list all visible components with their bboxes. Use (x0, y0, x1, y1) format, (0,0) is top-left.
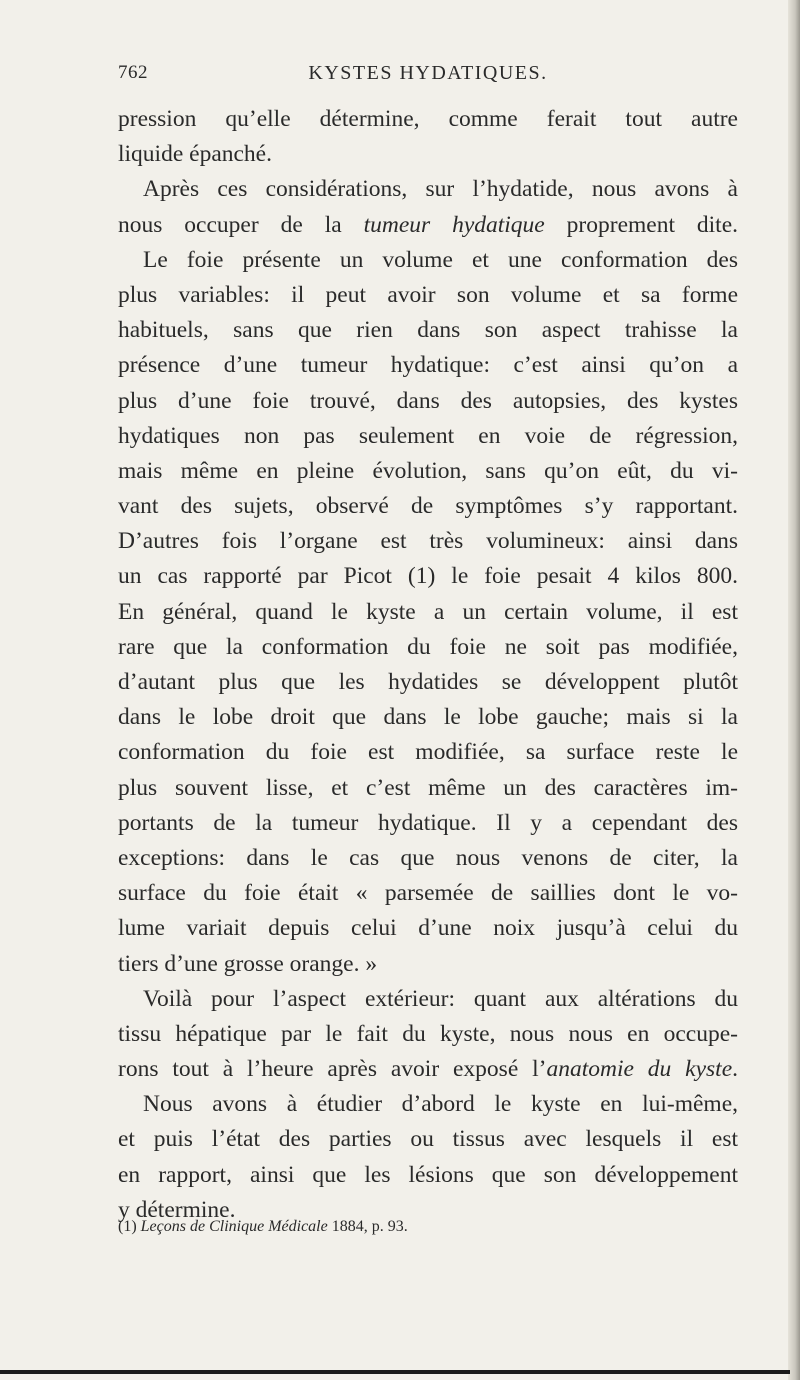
text-line: plus d’une foie trouvé, dans des autopsies, des kystes (118, 387, 738, 414)
text-line: Nous avons à étudier d’abord le kyste en lui-même, (143, 1091, 738, 1118)
text-line: vant des sujets, observé de symptômes s’y rapportant. (118, 493, 738, 520)
text-line: rare que la conformation du foie ne soit pas modifiée, (118, 633, 738, 660)
text-line: nous occuper de la tumeur hydatique proprement dite. (118, 211, 739, 238)
text-line: dans le lobe droit que dans le lobe gauche; mais si la (118, 704, 738, 731)
text-line: hydatiques non pas seulement en voie de régression, (118, 422, 738, 449)
text-line: conformation du foie est modifiée, sa surface reste le (118, 739, 738, 766)
footnote-text: Leçons de Clinique Médicale 1884, p. 93. (140, 1218, 408, 1235)
text-line: plus variables: il peut avoir son volume et sa forme (118, 281, 738, 308)
text-line: tissu hépatique par le fait du kyste, nous nous en occupe- (118, 1020, 738, 1047)
text-line: Après ces considérations, sur l’hydatide, nous avons à (143, 176, 738, 203)
bottom-rule (0, 1370, 790, 1374)
text-line: liquide épanché. (118, 141, 272, 168)
text-line: y détermine. (118, 1196, 236, 1223)
text-line: un cas rapporté par Picot (1) le foie pesait 4 kilos 800. (118, 563, 738, 590)
text-line: plus souvent lisse, et c’est même un des caractères im- (118, 774, 738, 801)
footnote (118, 1218, 738, 1236)
text-line: habituels, sans que rien dans son aspect trahisse la (118, 317, 738, 344)
text-line: D’autres fois l’organe est très volumineux: ainsi dans (118, 528, 738, 555)
text-line: Le foie présente un volume et une conformation des (143, 246, 738, 273)
text-line: tiers d’une grosse orange. » (118, 950, 378, 977)
text-line: lume variait depuis celui d’une noix jusqu’à celui du (118, 915, 738, 942)
text-line: pression qu’elle détermine, comme ferait tout autre (118, 106, 738, 132)
running-title: KYSTES HYDATIQUES. (308, 62, 548, 84)
text-line: mais même en pleine évolution, sans qu’on eût, du vi- (118, 457, 738, 484)
page-number: 762 (118, 62, 148, 83)
text-line: exceptions: dans le cas que nous venons de citer, la (118, 844, 738, 871)
text-line: d’autant plus que les hydatides se développent plutôt (118, 669, 738, 695)
text-line: portants de la tumeur hydatique. Il y a cependant des (118, 809, 738, 836)
text-line: Voilà pour l’aspect extérieur: quant aux altérations du (143, 985, 738, 1012)
text-line: présence d’une tumeur hydatique: c’est ainsi qu’on a (118, 352, 738, 379)
text-line: en rapport, ainsi que les lésions que son développement (118, 1161, 738, 1188)
text-line: rons tout à l’heure après avoir exposé l’anatomie du kyste. (118, 1056, 738, 1083)
text-line: surface du foie était « parsemée de saillies dont le vo- (118, 880, 738, 907)
page-edge-shadow (788, 0, 800, 1380)
text-line: et puis l’état des parties ou tissus avec lesquels il est (118, 1126, 738, 1153)
text-line: En général, quand le kyste a un certain volume, il est (118, 598, 738, 625)
page-header (118, 62, 738, 92)
footnote-mark: (1) (118, 1218, 137, 1235)
body-text (118, 102, 738, 1228)
